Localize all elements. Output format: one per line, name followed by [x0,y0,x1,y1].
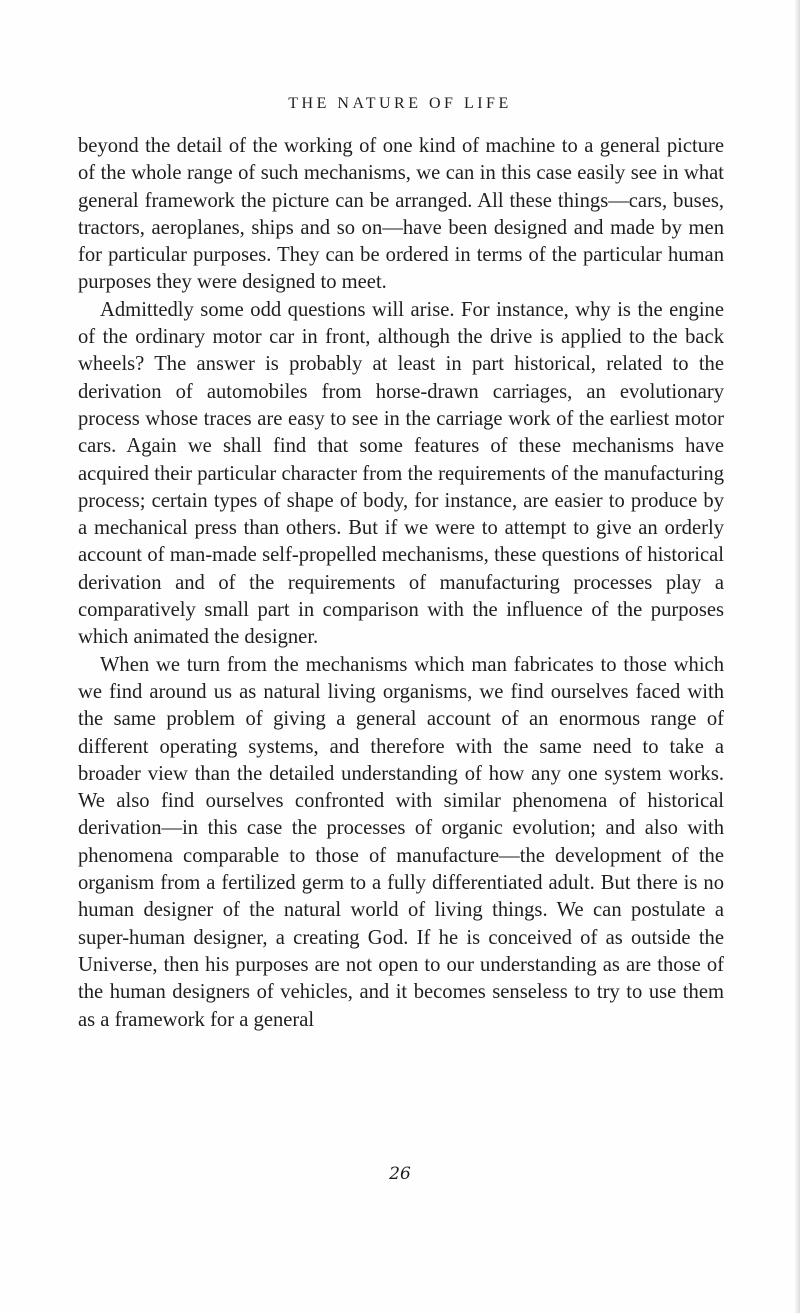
paragraph: Admittedly some odd questions will arise. For instance, why is the engine of the ordinary motor car in front, although the drive is applied to the back wheels? The answer is probably at least in part historical, related to the derivation of automobiles from horse-drawn carriages, an evolutionary process whose traces are easy to see in the carriage work of the earliest motor cars. Again we shall find that some features of these mechanisms have acquired their particular character from the requirements of the manufacturing process; certain types of shape of body, for instance, are easier to produce by a mechanical press than others. But if we were to attempt to give an orderly account of man-made self-propelled mechanisms, these questions of historical derivation and of the requirements of manufacturing processes play a comparatively small part in comparison with the influence of the purposes which animated the designer. [78,298,724,649]
page-number: 26 [389,1164,411,1184]
page-edge-shadow [794,0,800,1313]
body-text [78,133,724,1034]
paragraph: beyond the detail of the working of one kind of machine to a general picture of the whole range of such mechanisms, we can in this case easily see in what general framework the picture can be arranged. All these things—cars, buses, tractors, aeroplanes, ships and so on—have been designed and made by men for particular purposes. They can be ordered in terms of the particular human purposes they were designed to meet. [78,135,724,294]
running-head: THE NATURE OF LIFE [288,95,512,112]
paragraph: When we turn from the mechanisms which man fabricates to those which we find around us as natural living organisms, we find ourselves faced with the same problem of giving a general account of an enormous range of different operating systems, and therefore with the same need to take a broader view than the detailed understanding of how any one system works. We also find ourselves confronted with similar phenomena of historical derivation—in this case the processes of organic evolution; and also with phenomena comparable to those of manufacture—the development of the organism from a fertilized germ to a fully differentiated adult. But there is no human designer of the natural world of living things. We can postulate a super-human designer, a creating God. If he is conceived of as outside the Universe, then his purposes are not open to our understanding as are those of the human designers of vehicles, and it becomes senseless to try to use them as a framework for a general [78,653,724,1031]
